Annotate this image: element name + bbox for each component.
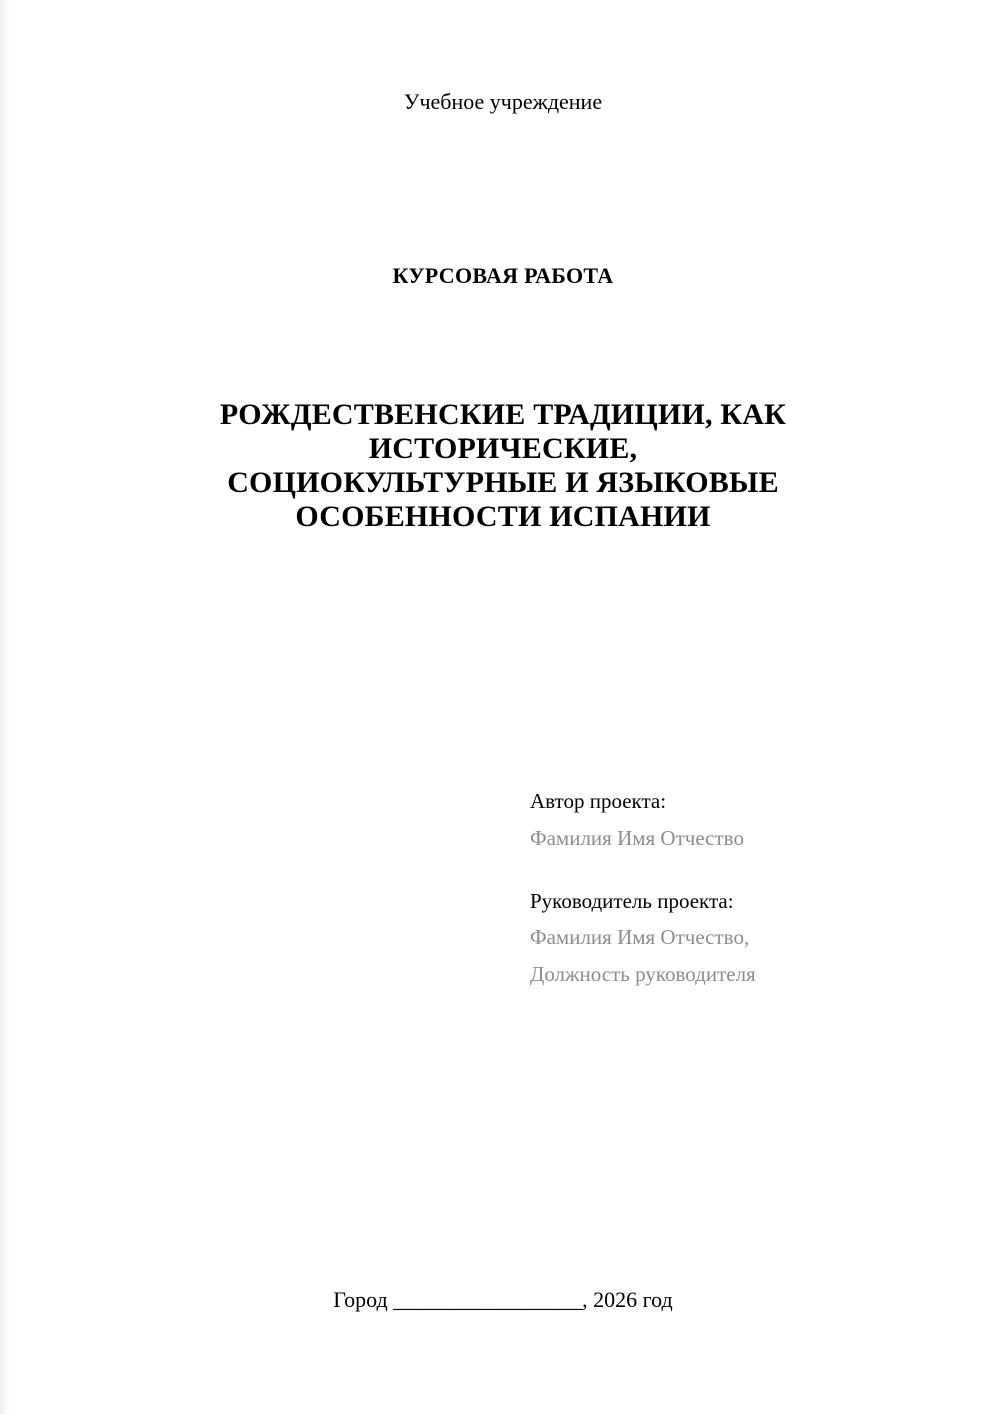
author-label: Автор проекта: (530, 789, 667, 813)
title-page-content (118, 0, 888, 1414)
page-title (118, 398, 888, 534)
author-value: Фамилия Имя Отчество (530, 825, 744, 850)
institution-name: Учебное учреждение (403, 89, 603, 114)
city-blank-line: __________________ (393, 1287, 583, 1312)
title-line-3: СОЦИОКУЛЬТУРНЫЕ И ЯЗЫКОВЫЕ (227, 465, 779, 499)
author-block (530, 783, 890, 857)
credits-block (530, 783, 890, 1019)
supervisor-value-name: Фамилия Имя Отчество, (530, 925, 750, 950)
supervisor-label: Руководитель проекта: (530, 888, 734, 913)
supervisor-block (530, 883, 890, 993)
title-line-4: ОСОБЕННОСТИ ИСПАНИИ (295, 499, 711, 533)
city-label: Город (333, 1287, 388, 1312)
work-type-heading: КУРСОВАЯ РАБОТА (392, 263, 614, 288)
supervisor-value-position: Должность руководителя (530, 962, 756, 986)
title-line-2: ИСТОРИЧЕСКИЕ, (368, 431, 638, 465)
year-label: , 2026 год (582, 1287, 673, 1312)
footer-city-year (118, 1287, 888, 1313)
title-line-1: РОЖДЕСТВЕНСКИЕ ТРАДИЦИИ, КАК (219, 398, 787, 431)
